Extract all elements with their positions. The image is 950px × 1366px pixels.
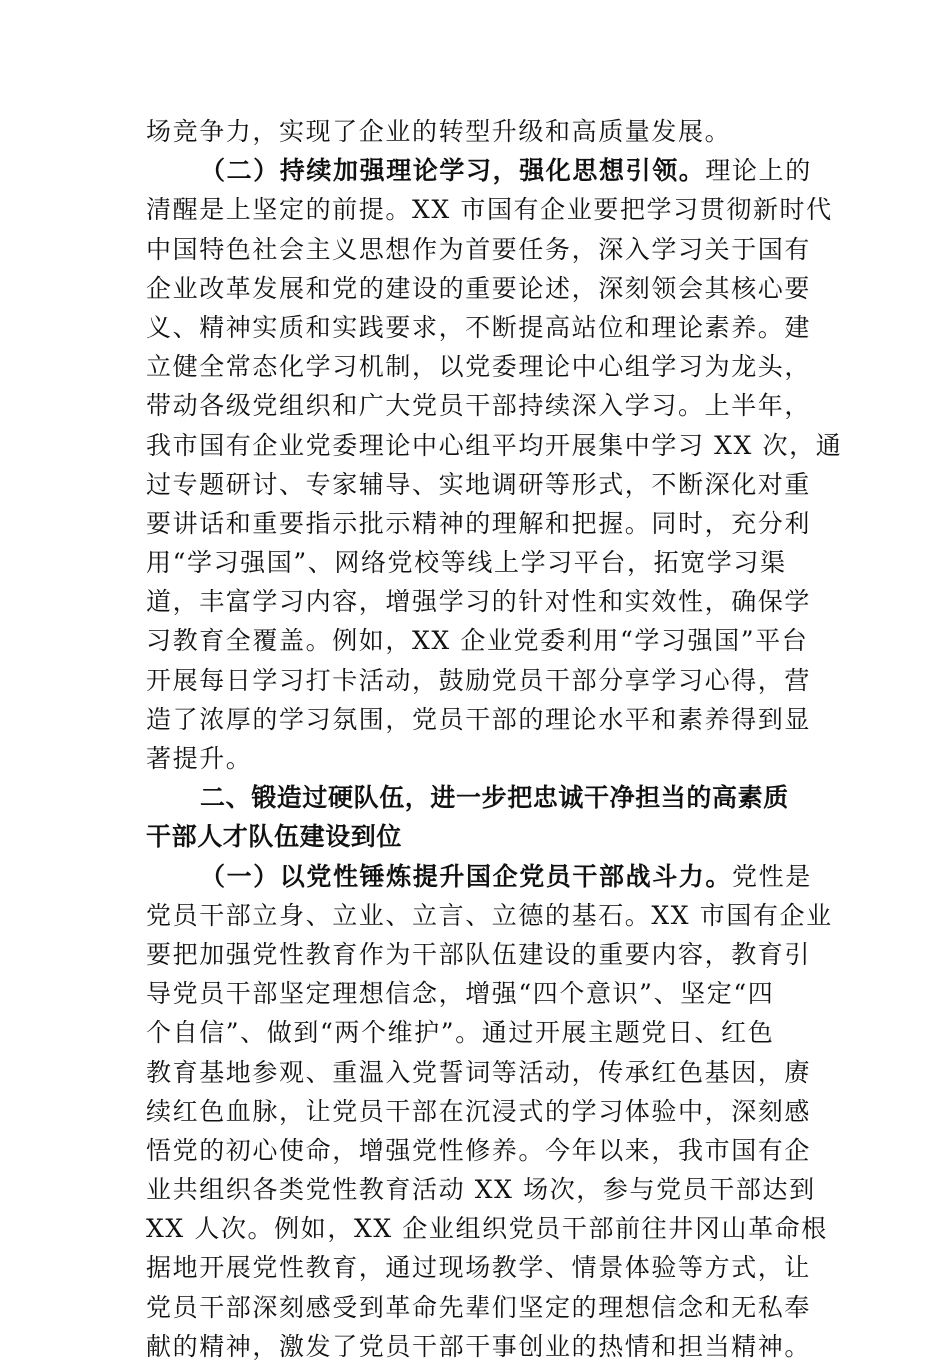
- text-line: 带动各级党组织和广大党员干部持续深入学习。上半年，: [146, 391, 812, 421]
- text-line: 党员干部立身、立业、立言、立德的基石。XX 市国有企业: [146, 900, 833, 930]
- text-line: 要把加强党性教育作为干部队伍建设的重要内容，教育引: [146, 939, 812, 969]
- text-line: 献的精神，激发了党员干部干事创业的热情和担当精神。: [146, 1331, 812, 1361]
- text-line: 续红色血脉，让党员干部在沉浸式的学习体验中，深刻感: [146, 1096, 812, 1126]
- paragraph-tail: [146, 112, 805, 151]
- text-line: 业共组织各类党性教育活动 XX 场次，参与党员干部达到: [146, 1175, 816, 1205]
- text-line: 场竞争力，实现了企业的转型升级和高质量发展。: [146, 117, 732, 146]
- document-page: [146, 112, 843, 1366]
- text-line: 据地开展党性教育，通过现场教学、情景体验等方式，让: [146, 1253, 812, 1283]
- text-run: 党性是: [732, 861, 812, 891]
- text-line: 个自信”、做到“两个维护”。通过开展主题党日、红色: [146, 1018, 775, 1048]
- text-line: 习教育全覆盖。例如，XX 企业党委利用“学习强国”平台: [146, 626, 809, 656]
- text-line: 开展每日学习打卡活动，鼓励党员干部分享学习心得，营: [146, 665, 812, 695]
- text-line: [146, 151, 812, 190]
- text-line: 党员干部深刻感受到革命先辈们坚定的理想信念和无私奉: [146, 1292, 812, 1322]
- text-line: 要讲话和重要指示批示精神的理解和把握。同时，充分利: [146, 508, 812, 538]
- text-line: 我市国有企业党委理论中心组平均开展集中学习 XX 次，通: [146, 430, 843, 460]
- text-line: 立健全常态化学习机制，以党委理论中心组学习为龙头，: [146, 352, 812, 382]
- text-line: 导党员干部坚定理想信念，增强“四个意识”、坚定“四: [146, 979, 775, 1009]
- text-line: 用“学习强国”、网络党校等线上学习平台，拓宽学习渠: [146, 548, 787, 578]
- heading-line: 二、锻造过硬队伍，进一步把忠诚干净担当的高素质: [200, 783, 789, 813]
- section-heading: [146, 778, 805, 856]
- text-line: 中国特色社会主义思想作为首要任务，深入学习关于国有: [146, 234, 812, 264]
- text-run: 理论上的: [705, 156, 812, 186]
- text-line: 义、精神实质和实践要求，不断提高站位和理论素养。建: [146, 312, 812, 342]
- text-line: [146, 857, 812, 896]
- text-line: 教育基地参观、重温入党誓词等活动，传承红色基因，赓: [146, 1057, 812, 1087]
- paragraph-theory-study: [146, 151, 843, 778]
- paragraph-lead-heading: （一）以党性锤炼提升国企党员干部战斗力。: [200, 861, 733, 891]
- text-line: 企业改革发展和党的建设的重要论述，深刻领会其核心要: [146, 273, 812, 303]
- paragraph-party-spirit: [146, 857, 833, 1366]
- text-line: 过专题研讨、专家辅导、实地调研等形式，不断深化对重: [146, 469, 812, 499]
- paragraph-lead-heading: （二）持续加强理论学习，强化思想引领。: [200, 156, 706, 186]
- text-line: 道，丰富学习内容，增强学习的针对性和实效性，确保学: [146, 587, 812, 617]
- text-line: 悟党的初心使命，增强党性修养。今年以来，我市国有企: [146, 1135, 812, 1165]
- text-line: 著提升。: [146, 744, 253, 773]
- text-line: 清醒是上坚定的前提。XX 市国有企业要把学习贯彻新时代: [146, 195, 833, 225]
- heading-line: 干部人才队伍建设到位: [146, 822, 403, 852]
- text-line: 造了浓厚的学习氛围，党员干部的理论水平和素养得到显: [146, 704, 812, 734]
- text-line: XX 人次。例如，XX 企业组织党员干部前往井冈山革命根: [146, 1214, 828, 1244]
